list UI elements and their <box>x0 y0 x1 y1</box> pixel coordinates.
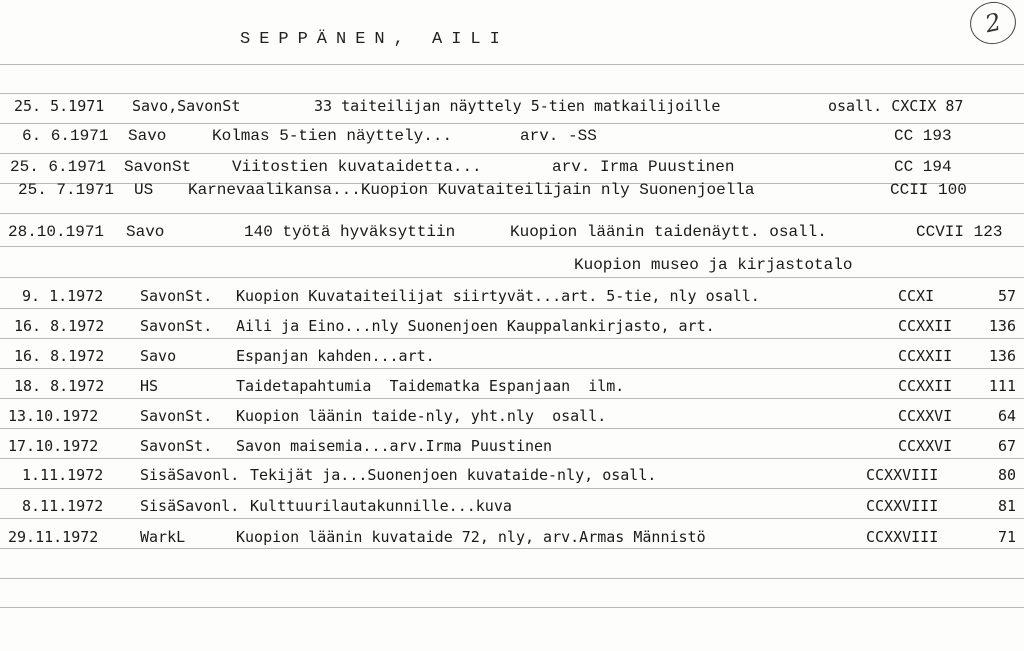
entry-extra: arv. -SS <box>520 127 597 145</box>
entry-extra: arv. Irma Puustinen <box>552 158 735 176</box>
entry-row <box>0 253 1024 279</box>
entry-date: 16. 8.1972 <box>14 317 105 335</box>
entry-text: Savon maisemia...arv.Irma Puustinen <box>236 437 553 455</box>
entry-source: WarkL <box>140 528 186 546</box>
entry-date: 9. 1.1972 <box>22 287 104 305</box>
entry-volume: CC 194 <box>894 158 952 176</box>
entry-extra: Kuopion läänin taidenäytt. osall. <box>510 223 827 241</box>
entry-page: 136 <box>988 317 1016 335</box>
ruling-line <box>0 246 1024 247</box>
entry-volume: CCXXII <box>898 317 953 335</box>
entry-source: SisäSavonl. <box>140 497 240 515</box>
entry-date: 13.10.1972 <box>8 407 99 425</box>
entry-page: 81 <box>997 497 1016 515</box>
entry-source: Savo <box>140 347 177 365</box>
entry-source: SavonSt. <box>140 287 213 305</box>
entry-source: Savo <box>128 127 167 145</box>
entry-date: 25. 5.1971 <box>14 97 105 115</box>
entry-volume: CCXXII <box>898 377 953 395</box>
entry-date: 18. 8.1972 <box>14 377 105 395</box>
entry-page: 67 <box>997 437 1016 455</box>
ruling-line <box>0 607 1024 608</box>
entry-row <box>0 344 1024 370</box>
entry-source: HS <box>140 377 159 395</box>
entry-row <box>0 124 1024 150</box>
entry-extra: osall. CXCIX 87 <box>828 97 964 115</box>
entry-date: 17.10.1972 <box>8 437 99 455</box>
entry-source: SavonSt. <box>140 407 213 425</box>
entry-page: 80 <box>997 466 1016 484</box>
entry-row <box>0 525 1024 551</box>
entry-page: 111 <box>988 377 1016 395</box>
entry-text: Viitostien kuvataidetta... <box>232 158 482 176</box>
ruling-line <box>0 213 1024 214</box>
entry-extra: Kuopion museo ja kirjastotalo <box>574 256 853 274</box>
entry-date: 1.11.1972 <box>22 466 104 484</box>
entry-row <box>0 494 1024 520</box>
entry-volume: CCXXVIII <box>866 528 939 546</box>
entry-text: Kuopion Kuvataiteilijat siirtyvät...art. 5-tie, nly osall. <box>236 287 760 305</box>
entry-source: Savo <box>126 223 165 241</box>
entry-source: US <box>134 181 154 199</box>
entry-row <box>0 314 1024 340</box>
entry-page: 136 <box>988 347 1016 365</box>
entry-date: 25. 6.1971 <box>10 158 107 176</box>
entry-text: Tekijät ja...Suonenjoen kuvataide-nly, osall. <box>250 466 657 484</box>
entry-text: Kuopion läänin kuvataide 72, nly, arv.Armas Männistö <box>236 528 706 546</box>
entry-text: 140 työtä hyväksyttiin <box>244 223 456 241</box>
entry-volume: CCXXVIII <box>866 466 939 484</box>
entry-row <box>0 220 1024 246</box>
entry-page: 57 <box>997 287 1016 305</box>
entry-volume: CC 193 <box>894 127 952 145</box>
entry-row <box>0 284 1024 310</box>
card-title: SEPPÄNEN, AILI <box>240 30 509 49</box>
entry-source: SavonSt. <box>140 437 213 455</box>
entry-text: Espanjan kahden...art. <box>236 347 435 365</box>
entry-date: 16. 8.1972 <box>14 347 105 365</box>
entry-date: 8.11.1972 <box>22 497 104 515</box>
page-number-circle: 2 <box>966 0 1020 48</box>
entry-volume: CCXXVIII <box>866 497 939 515</box>
entry-row <box>0 374 1024 400</box>
entry-text: Karnevaalikansa...Kuopion Kuvataiteilijain nly Suonenjoella <box>188 181 755 199</box>
entry-row <box>0 178 1024 204</box>
entry-source: SavonSt. <box>140 317 213 335</box>
entry-volume: CCXXVI <box>898 437 953 455</box>
entry-source: SisäSavonl. <box>140 466 240 484</box>
entry-volume: CCII 100 <box>890 181 967 199</box>
entry-row <box>0 434 1024 460</box>
entry-volume: CCVII 123 <box>916 223 1003 241</box>
entry-date: 28.10.1971 <box>8 223 105 241</box>
entry-row <box>0 404 1024 430</box>
entry-volume: CCXXII <box>898 347 953 365</box>
entry-date: 25. 7.1971 <box>18 181 115 199</box>
entry-page: 64 <box>997 407 1016 425</box>
ruling-line <box>0 153 1024 154</box>
entry-text: Kolmas 5-tien näyttely... <box>212 127 453 145</box>
entry-text: Aili ja Eino...nly Suonenjoen Kauppalankirjasto, art. <box>236 317 715 335</box>
entry-date: 6. 6.1971 <box>22 127 109 145</box>
entry-source: SavonSt <box>124 158 192 176</box>
entry-text: Kuopion läänin taide-nly, yht.nly osall. <box>236 407 607 425</box>
ruling-line <box>0 578 1024 579</box>
entry-volume: CCXXVI <box>898 407 953 425</box>
entry-page: 71 <box>997 528 1016 546</box>
entry-text: 33 taiteilijan näyttely 5-tien matkailijoille <box>314 97 721 115</box>
entry-row <box>0 94 1024 120</box>
entry-text: Kulttuurilautakunnille...kuva <box>250 497 512 515</box>
entry-volume: CCXI <box>898 287 935 305</box>
ruling-line <box>0 64 1024 65</box>
entry-text: Taidetapahtumia Taidematka Espanjaan ilm. <box>236 377 625 395</box>
entry-date: 29.11.1972 <box>8 528 99 546</box>
entry-row <box>0 463 1024 489</box>
entry-source: Savo,SavonSt <box>132 97 241 115</box>
